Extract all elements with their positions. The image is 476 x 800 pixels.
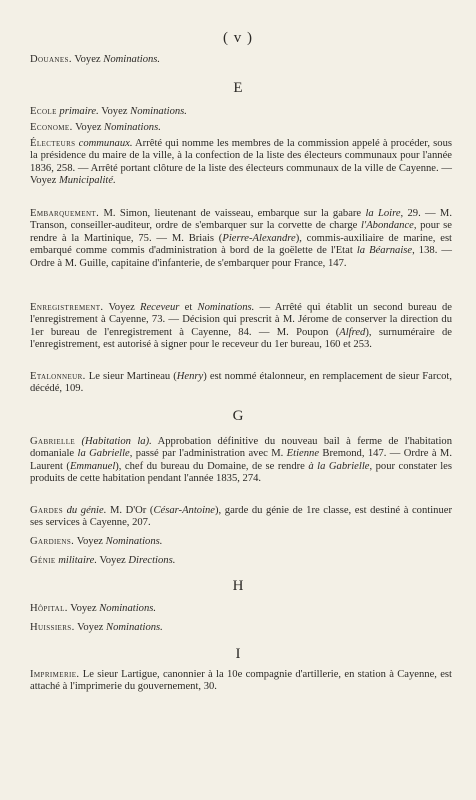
entry-text: Bremond, 147. — Ordre à M. Laurent ( — [30, 448, 452, 472]
entry-ref: Nominations. — [106, 622, 163, 633]
entry-etalonneur — [30, 371, 452, 396]
entry-gardiens — [30, 536, 452, 548]
entry-ital: primaire. — [59, 106, 99, 117]
section-letter-g: G — [232, 408, 244, 424]
entry-enregistrement — [30, 302, 452, 352]
entry-huissiers — [30, 622, 452, 634]
entry-head: Enregistrement. — [30, 302, 104, 313]
entry-text: Arrêté qui nomme les membres de la commission appelé à procéder, sous la présidence du maire de la ville, à la confection de la liste des électeurs communaux pour l'année 1836, 258. — Arrêté portant clôture de la liste des électeurs communaux de la ville de Cayenne. — Voyez — [30, 138, 452, 187]
entry-ref: Nominations. — [103, 54, 161, 65]
section-letter-e: E — [233, 80, 243, 96]
entry-head: Imprimerie. — [30, 669, 80, 680]
entry-text: , pour constater les produits de cette habitation pendant l'année 1835, 274. — [30, 460, 452, 485]
entry-head: Huissiers. — [30, 622, 75, 633]
entry-ital: Etienne — [286, 448, 320, 460]
entry-text: Voyez — [98, 106, 131, 117]
entry-imprimerie — [30, 669, 452, 694]
entry-econome — [30, 122, 452, 134]
entry-head: Econome. — [30, 122, 73, 133]
entry-text: , 138. — Ordre à M. Guille, capitaine d'infanterie, de s'embarquer pour France, 147. — [30, 245, 453, 269]
entry-ref: Directions. — [128, 555, 176, 566]
entry-head: Électeurs — [30, 138, 76, 149]
entry-text: , passé par l'administration avec M. — [129, 448, 287, 460]
entry-ital: la Gabrielle — [77, 448, 130, 460]
entry-text: ), chef du bureau du Domaine, de se rendre — [115, 460, 309, 472]
entry-text: , 29. — M. Transon, conseiller-auditeur, ordre de s'embarquer sur la corvette de charge — [30, 208, 452, 232]
entry-douanes — [30, 54, 452, 66]
page-folio: ( v ) — [223, 30, 253, 46]
entry-head: Gardes — [30, 505, 63, 516]
entry-text: Voyez — [103, 302, 140, 313]
entry-ref: Nominations. — [105, 536, 163, 547]
entry-text: ), commis-auxiliaire de marine, est embarqué comme commis d'administration à bord de la goëlette de l'Etat — [30, 232, 453, 257]
entry-ital: du génie. — [66, 505, 107, 516]
entry-ital: Emmanuel — [69, 460, 116, 472]
entry-ital: la Loire — [365, 208, 401, 219]
entry-text: Voyez — [74, 536, 106, 547]
entry-hopital — [30, 603, 452, 615]
entry-text: Le sieur Martineau ( — [85, 371, 177, 382]
entry-text: et — [179, 302, 198, 313]
entry-head: Etalonneur. — [30, 371, 86, 382]
entry-ref: Municipalité. — [58, 175, 116, 187]
entry-text: ) est nommé étalonneur, en remplacement de sieur Farcot, décédé, 109. — [30, 371, 452, 395]
entry-head: Douanes. — [30, 54, 72, 65]
entry-head: Embarquement. — [30, 208, 100, 219]
entry-text: Voyez — [71, 54, 104, 65]
entry-ital: à la Gabrielle — [308, 460, 370, 472]
entry-text: Voyez — [74, 622, 107, 633]
entry-ital: César-Antoine — [153, 505, 216, 516]
entry-text: , pour se rendre à la Martinique, 75. — M. Briais ( — [30, 220, 452, 244]
entry-gabrielle — [30, 436, 452, 486]
entry-head: Génie — [30, 555, 56, 566]
entry-head: Hôpital. — [30, 603, 68, 614]
entry-genie — [30, 555, 452, 567]
entry-text: Voyez — [67, 603, 100, 614]
entry-text: M. D'Or ( — [106, 505, 154, 516]
entry-ital: Receveur — [140, 302, 180, 313]
entry-head: Gabrielle — [30, 436, 76, 447]
entry-ital: la Béarnaise — [356, 245, 413, 257]
entry-text: — Arrêté qui établit un second bureau de l'enregistrement à Cayenne, 73. — Décision qui prescrit à M. Jérome de conserver la direction du 1er bureau de l'enregistrement à Cayenne, 84. — M. Poupon ( — [30, 302, 452, 338]
entry-text: ), garde du génie de 1re classe, est destiné à continuer ses services à Cayenne, 207. — [30, 505, 452, 529]
entry-gardes — [30, 505, 452, 530]
entry-text: Voyez — [72, 122, 105, 133]
entry-ital: communaux. — [78, 138, 133, 149]
entry-head: Gardiens. — [30, 536, 75, 547]
section-letter-i: I — [235, 646, 241, 662]
entry-ital: l'Abondance — [360, 220, 414, 232]
entry-ital: Henry — [176, 371, 204, 382]
entry-ref: Nominations. — [99, 603, 157, 614]
entry-ecole — [30, 106, 452, 118]
entry-ital: Alfred — [339, 326, 366, 338]
entry-text: Le sieur Lartigue, canonnier à la 10e compagnie d'artillerie, en station à Cayenne, est attaché à l'imprimerie du gouvernement, 30. — [30, 669, 452, 693]
entry-text: Approbation définitive du nouveau bail à ferme de l'habitation domaniale — [30, 436, 452, 460]
entry-text: ), surnuméraire de l'enregistrement, est autorisé à signer pour le receveur du 1er bureau, 160 et 253. — [30, 326, 452, 351]
entry-text: M. Simon, lieutenant de vaisseau, embarque sur la gabare — [99, 208, 366, 219]
entry-embarquement — [30, 208, 452, 270]
entry-head: Ecole — [30, 106, 57, 117]
section-letter-h: H — [232, 578, 244, 594]
entry-ital: militaire. — [58, 555, 97, 566]
entry-ital: Nominations. — [197, 302, 255, 313]
entry-ital: Pierre-Alexandre — [222, 232, 296, 244]
entry-electeurs — [30, 138, 452, 188]
entry-text: Voyez — [97, 555, 129, 566]
entry-ital: (Habitation la). — [81, 436, 152, 447]
entry-ref: Nominations. — [104, 122, 161, 133]
entry-ref: Nominations. — [130, 106, 187, 117]
